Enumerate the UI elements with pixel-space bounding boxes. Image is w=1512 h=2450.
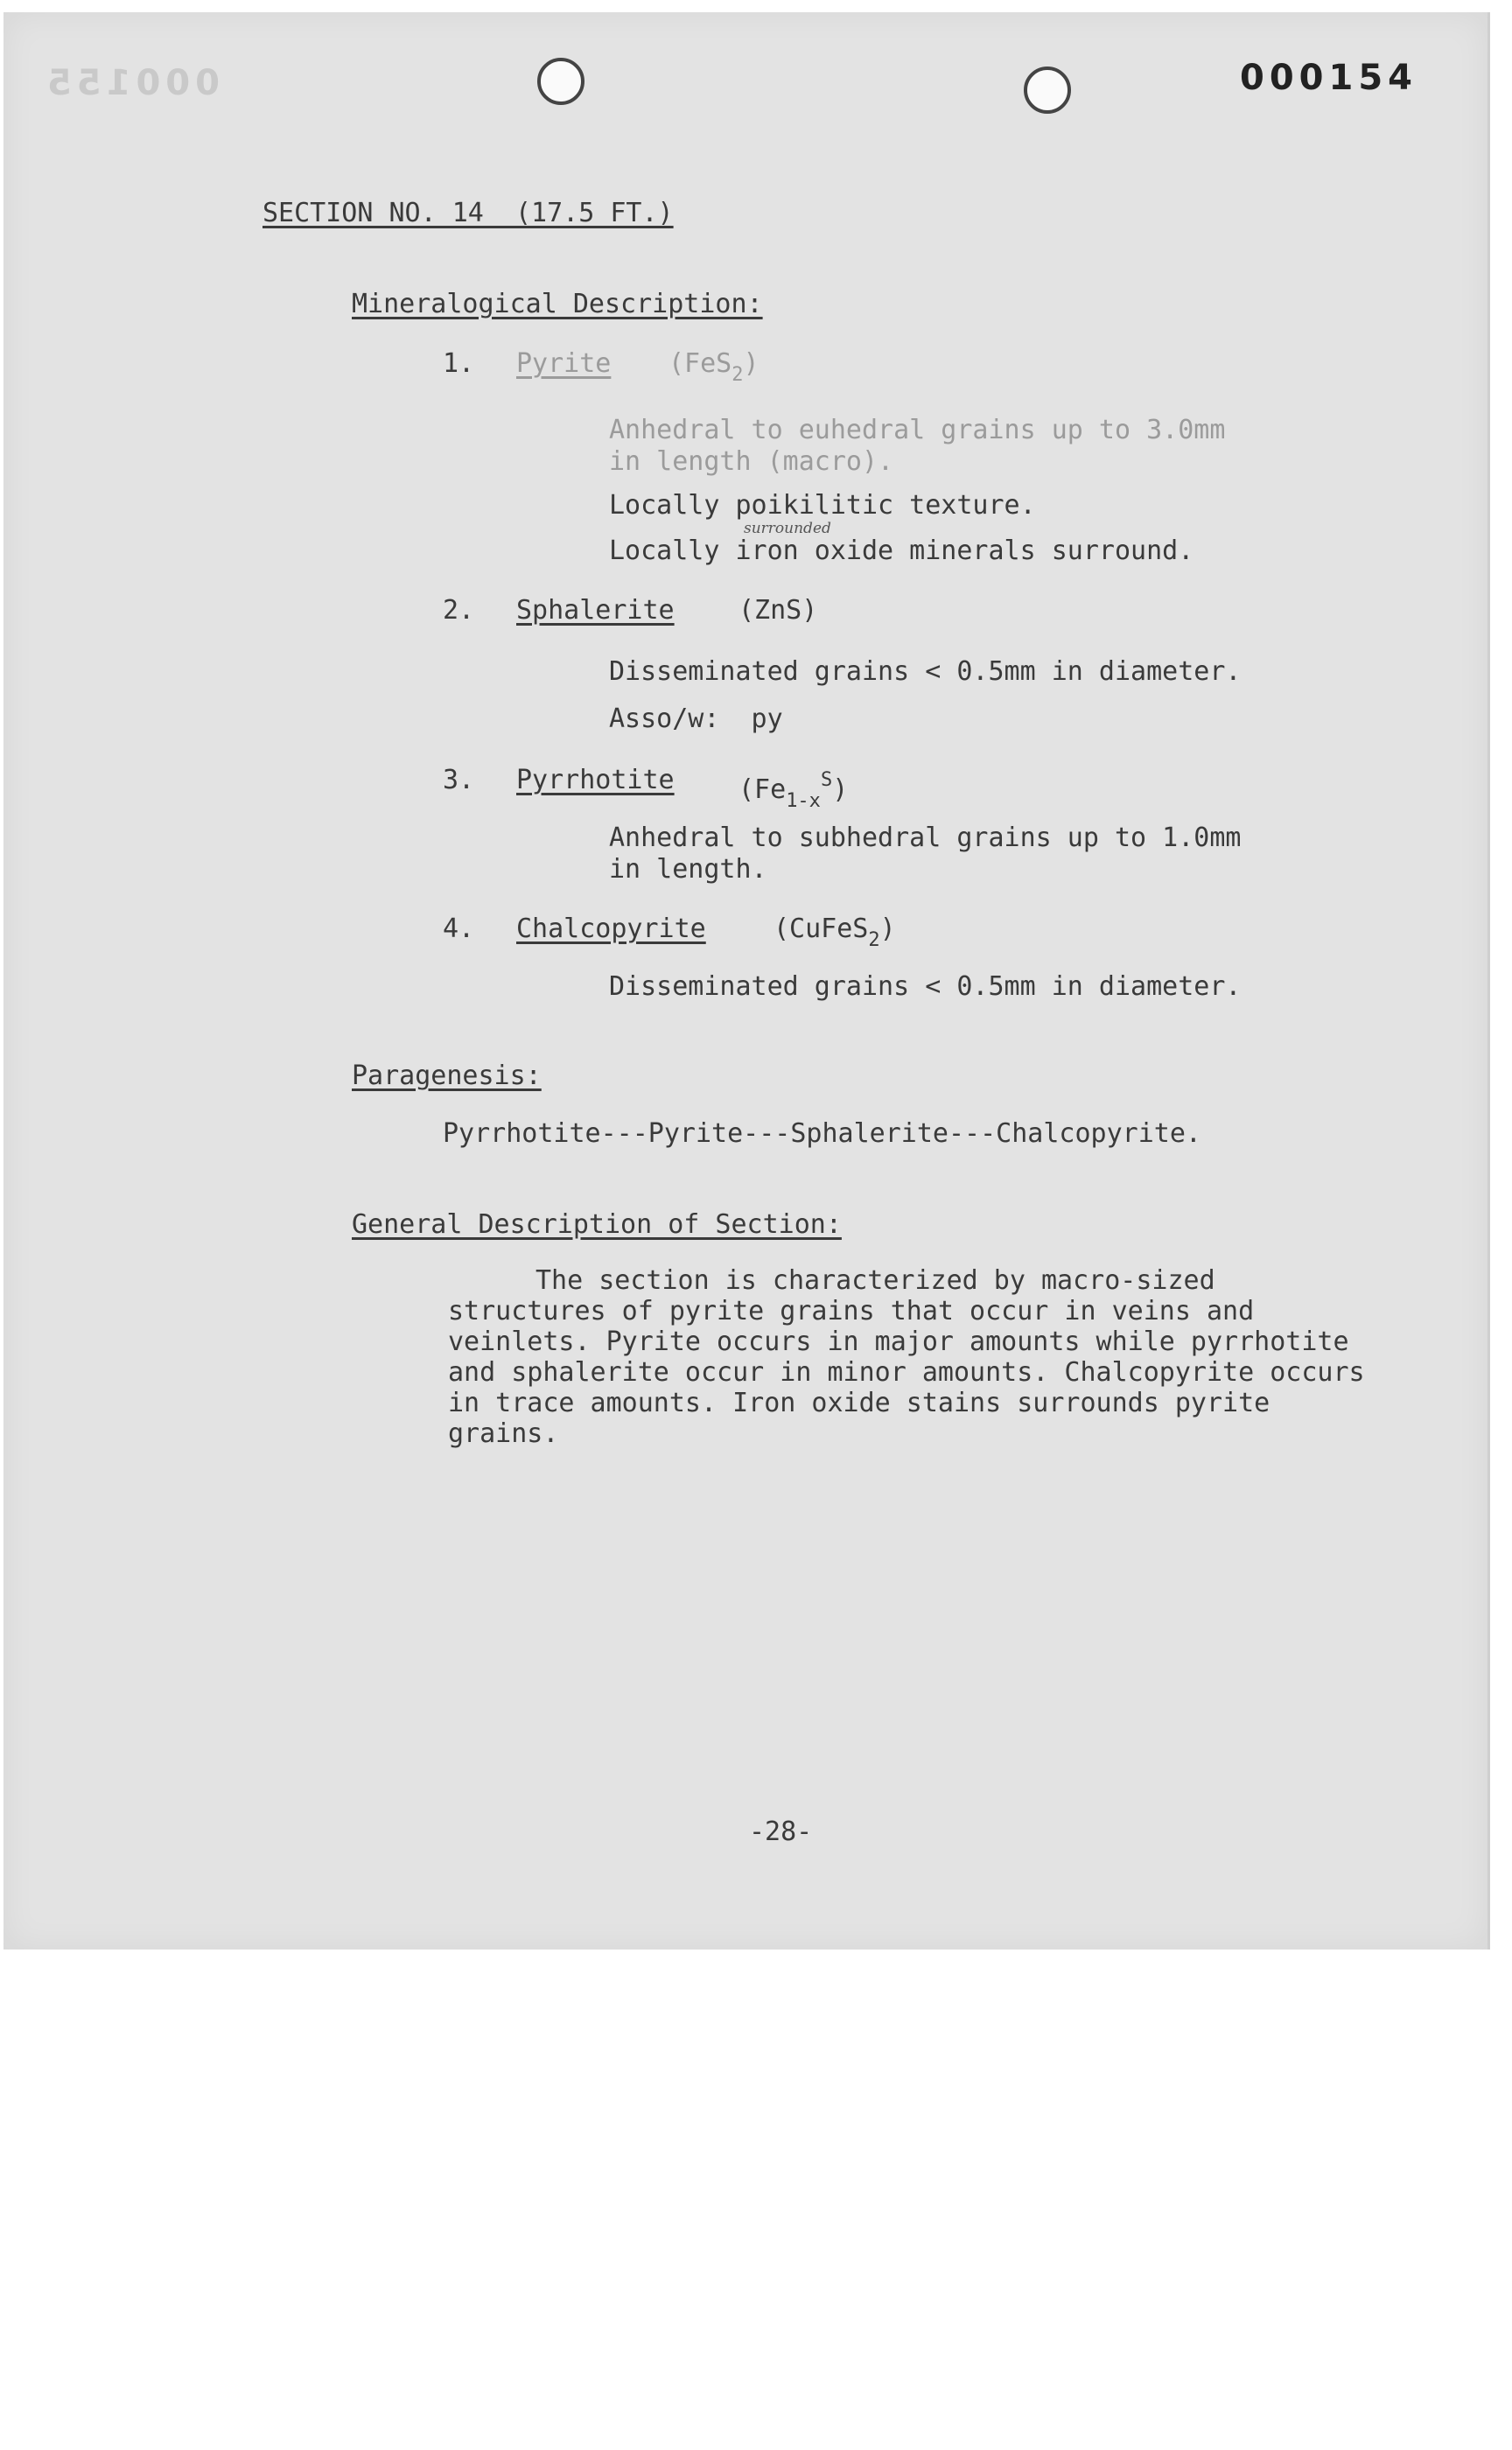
- mineral-description-line: Anhedral to subhedral grains up to 1.0mm: [609, 822, 1242, 853]
- mineralogical-heading: Mineralogical Description:: [352, 289, 763, 319]
- item-number: 2.: [443, 595, 475, 626]
- mineral-description-line: Locally poikilitic texture.: [609, 490, 1036, 521]
- mineral-name: Pyrite: [516, 348, 612, 379]
- mineral-formula: $(Fe_{1-x}^S)$: [738, 769, 849, 812]
- general-description-heading: General Description of Section:: [352, 1209, 842, 1240]
- mineral-description-line: Asso/w: py: [609, 704, 783, 734]
- item-number: 3.: [443, 765, 475, 795]
- section-title: SECTION NO. 14 (17.5 FT.): [262, 198, 674, 228]
- item-number: 4.: [443, 914, 475, 944]
- mineral-description-line: Locally iron oxide minerals surround.: [609, 536, 1194, 566]
- mineral-formula: (FeS$_2$): [668, 348, 760, 386]
- mineral-description-line: in length.: [609, 854, 767, 885]
- handwritten-annotation: surrounded: [744, 520, 831, 537]
- mineral-name: Pyrrhotite: [516, 765, 675, 795]
- mineral-formula: (ZnS): [738, 595, 818, 626]
- document-number: 000154: [1240, 58, 1418, 98]
- page-number: -28-: [749, 1816, 813, 1847]
- mineral-name: Sphalerite: [516, 595, 675, 626]
- mineral-description-line: Anhedral to euhedral grains up to 3.0mm: [609, 415, 1226, 445]
- punch-hole-right: [1024, 66, 1071, 114]
- mineral-description-line: Disseminated grains < 0.5mm in diameter.: [609, 656, 1242, 687]
- mineral-description-line: in length (macro).: [609, 446, 894, 477]
- paragenesis-heading: Paragenesis:: [352, 1060, 542, 1091]
- punch-hole-left: [537, 58, 584, 105]
- mineral-name: Chalcopyrite: [516, 914, 706, 944]
- mineral-formula: (CuFeS$_2$): [774, 914, 896, 951]
- mineral-description-line: Disseminated grains < 0.5mm in diameter.: [609, 971, 1242, 1002]
- document-page: [4, 12, 1490, 1950]
- paragenesis-sequence: Pyrrhotite---Pyrite---Sphalerite---Chalcopyrite.: [443, 1118, 1201, 1149]
- item-number: 1.: [443, 348, 475, 379]
- general-description-text: [448, 1265, 1410, 1449]
- general-description-paragraph: The section is characterized by macro-sized structures of pyrite grains that occur in veins and veinlets. Pyrite occurs in major amounts while pyrrhotite and sphalerite occur in minor amounts. Chalcopyrite occurs in trace amounts. Iron oxide stains surrounds pyrite grains.: [448, 1265, 1365, 1449]
- bleed-through-number: 000155: [42, 63, 220, 103]
